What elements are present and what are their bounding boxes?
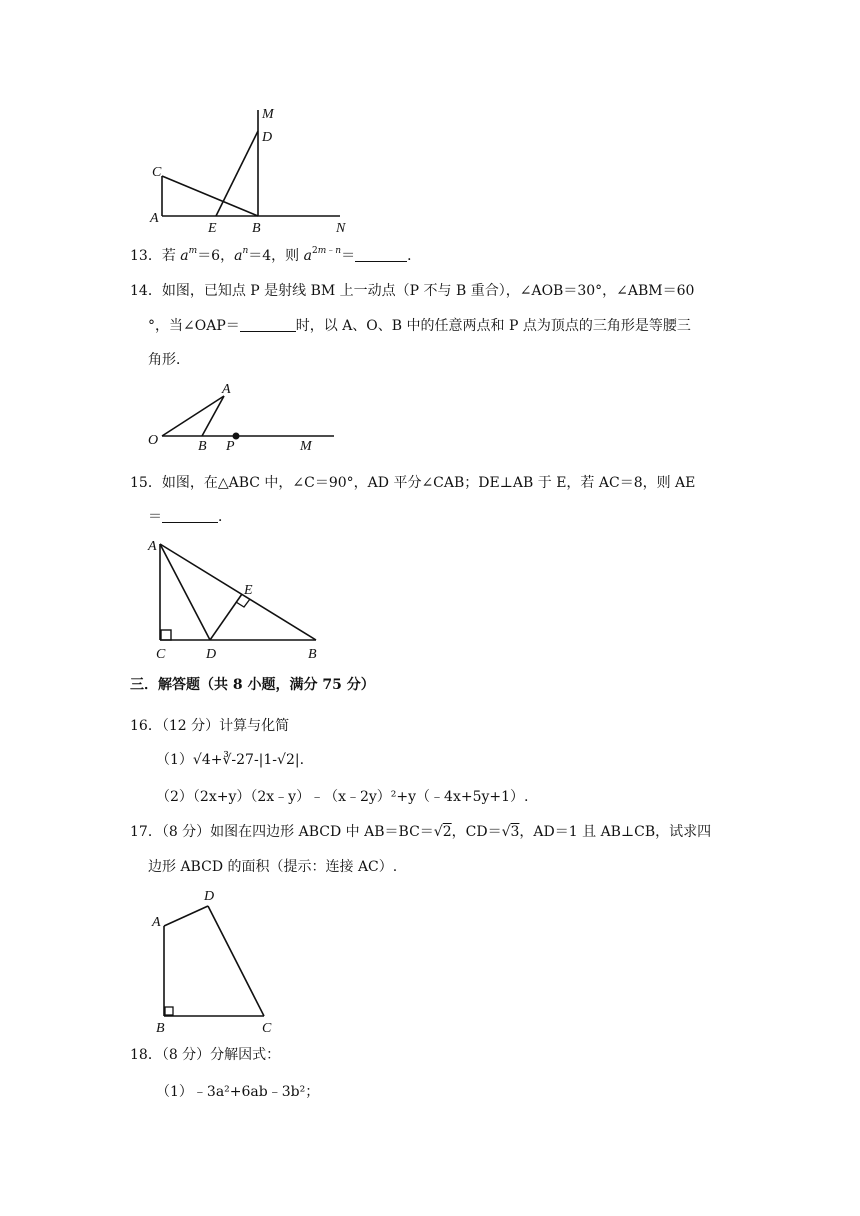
expression-16-1: √4+∛-27-|1-√2|.	[192, 752, 305, 768]
section-title: 三．解答题（共 8 小题，满分 75 分）	[130, 677, 375, 693]
sqrt-3: √3	[501, 824, 520, 840]
question-13-text: 若 $a^m=6$，$a^n=4$，则 $a^{2m﹣n}=$	[161, 246, 356, 264]
question-17-text-1c: ，AD＝1 且 AB⊥CB，试求四	[519, 824, 712, 840]
question-14-line-1	[130, 281, 694, 301]
label-B: B	[308, 647, 317, 662]
question-18-head: （8 分）分解因式：	[161, 1047, 281, 1063]
line-DE	[210, 594, 242, 640]
figure-q12	[140, 104, 360, 236]
question-15-line-1	[130, 473, 695, 493]
label-A: A	[222, 382, 231, 397]
label-D: D	[206, 647, 217, 662]
question-15-text-2: ＝	[148, 509, 162, 525]
label-C: C	[156, 647, 166, 662]
question-number: 13．	[130, 248, 162, 264]
question-14-line-3	[148, 350, 190, 370]
label-C: C	[152, 165, 162, 180]
part-label: （1）	[156, 752, 193, 768]
label-A: A	[152, 915, 161, 930]
label-A: A	[148, 539, 157, 554]
label-B: B	[156, 1021, 165, 1034]
question-14-text-3: 角形．	[148, 352, 190, 368]
right-angle-mark-C	[161, 630, 171, 640]
label-M: M	[262, 107, 274, 122]
right-angle-mark-B	[165, 1007, 173, 1015]
expression-16-2: （2x+y）（2x﹣y）﹣（x﹣2y）²+y（﹣4x+5y+1）.	[192, 789, 529, 805]
question-17-text-2: 边形 ABCD 的面积（提示：连接 AC）.	[148, 859, 398, 875]
label-M: M	[300, 439, 312, 454]
label-O: O	[148, 433, 159, 448]
figure-q14	[140, 378, 340, 454]
expression-18-1: ﹣3a²+6ab﹣3b²；	[192, 1084, 320, 1100]
line-ED	[216, 131, 258, 216]
label-A: A	[150, 211, 159, 226]
label-B: B	[252, 221, 261, 236]
question-16	[130, 716, 289, 736]
question-number: 14．	[130, 283, 162, 299]
line-AB	[160, 544, 316, 640]
line-OA	[162, 396, 224, 436]
label-E: E	[208, 221, 217, 236]
question-16-head: （12 分）计算与化简	[161, 718, 290, 734]
question-number: 18．	[130, 1047, 162, 1063]
label-D: D	[204, 889, 215, 904]
question-17-line-1	[130, 822, 711, 842]
label-D: D	[262, 130, 273, 145]
line-CD	[208, 906, 264, 1016]
question-14-text-2a: °，当∠OAP＝	[148, 318, 240, 334]
label-C: C	[262, 1021, 272, 1034]
question-18-part-1	[156, 1082, 319, 1102]
label-B: B	[198, 439, 207, 454]
question-16-part-1	[156, 750, 304, 770]
question-17-text-1b: ，CD＝	[451, 824, 502, 840]
question-number: 17．	[130, 824, 162, 840]
question-13: 13．若 $a^m=6$，$a^n=4$，则 $a^{2m﹣n}=$ ．	[130, 246, 422, 264]
question-15-line-2: ＝ ．	[148, 509, 232, 525]
label-N: N	[336, 221, 346, 236]
label-P: P	[226, 439, 235, 454]
answer-blank[interactable]	[162, 508, 218, 523]
answer-blank[interactable]	[355, 247, 407, 262]
question-15-text-1: 如图，在△ABC 中，∠C＝90°，AD 平分∠CAB；DE⊥AB 于 E，若 AC＝8，则 AE	[161, 475, 696, 491]
question-number: 16．	[130, 718, 162, 734]
question-14-text-1: 如图，已知点 P 是射线 BM 上一动点（P 不与 B 重合），∠AOB＝30°，∠ABM＝60	[161, 283, 695, 299]
answer-blank[interactable]	[240, 317, 296, 332]
line-DA	[164, 906, 208, 926]
figure-q15	[140, 534, 340, 662]
question-18	[130, 1045, 280, 1065]
question-14-text-2b: 时，以 A、O、B 中的任意两点和 P 点为顶点的三角形是等腰三	[295, 318, 691, 334]
question-16-part-2	[156, 787, 528, 807]
figure-q17	[140, 882, 290, 1034]
question-14-line-2	[148, 316, 691, 336]
question-17-text-1a: （8 分）如图在四边形 ABCD 中 AB＝BC＝	[161, 824, 434, 840]
line-CB	[162, 176, 258, 216]
line-AD	[160, 544, 210, 640]
question-17-line-2	[148, 857, 397, 877]
part-label: （2）	[156, 789, 193, 805]
part-label: （1）	[156, 1084, 193, 1100]
line-BA	[202, 396, 224, 436]
question-number: 15．	[130, 475, 162, 491]
sqrt-2: √2	[433, 824, 452, 840]
label-E: E	[244, 583, 253, 598]
